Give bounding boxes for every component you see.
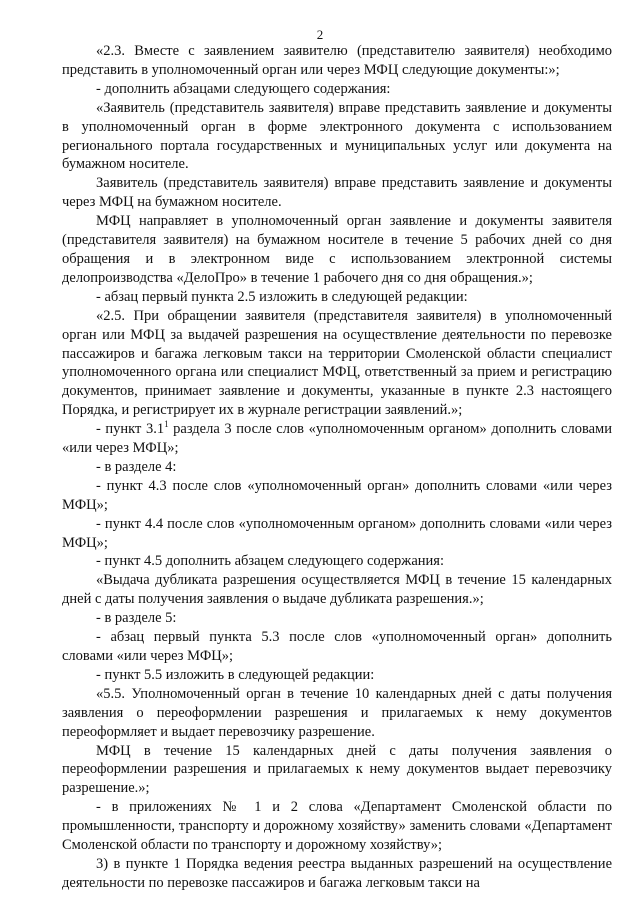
paragraph: «Выдача дубликата разрешения осуществляется МФЦ в течение 15 календарных дней с даты получения заявления о выдаче дубликата разрешения.»; [62, 572, 612, 608]
paragraph: - абзац первый пункта 2.5 изложить в следующей редакции: [96, 288, 468, 305]
paragraph: МФЦ в течение 15 календарных дней с даты получения заявления о переоформлении разрешения и прилагаемых к нему документов выдает перевозчику разрешение.»; [62, 742, 612, 797]
paragraph: «2.5. При обращении заявителя (представителя заявителя) в уполномоченный орган или МФЦ за выдачей разрешения на осуществление деятельности по перевозке пассажиров и багажа легковым такси на территории Смоленской области специалист уполномоченного органа или специалист МФЦ, ответственный за прием и регистрацию документов, принимает заявление и документы, указанные в пункте 2.3 настоящего Порядка, и регистрирует их в журнале регистрации заявлений.»; [62, 307, 612, 419]
paragraph: - пункт 4.3 после слов «уполномоченный орган» дополнить словами «или через МФЦ»; [62, 477, 612, 513]
paragraph: «5.5. Уполномоченный орган в течение 10 календарных дней с даты получения заявления о переоформлении разрешения и прилагаемых к нему документов переоформляет и выдает перевозчику разрешение. [62, 685, 612, 740]
paragraph: «Заявитель (представитель заявителя) вправе представить заявление и документы в уполномоченный орган в форме электронного документа с использованием регионального портала государственных и муниципальных услуг или документа на бумажном носителе. [62, 99, 612, 173]
paragraph: - абзац первый пункта 5.3 после слов «уполномоченный орган» дополнить словами «или через МФЦ»; [62, 629, 612, 664]
paragraph: МФЦ направляет в уполномоченный орган заявление и документы заявителя (представителя заявителя) на бумажном носителе в течение 5 рабочих дней со дня обращения и в электронном виде с использованием электронной системы делопроизводства «ДелоПро» в течение 1 рабочего дня со дня обращения.»; [62, 213, 612, 286]
paragraph: - в приложениях № 1 и 2 слова «Департамент Смоленской области по промышленности, транспорту и дорожному хозяйству» заменить словами «Департамент Смоленской области по транспорту и дорожному хозяйству»; [62, 799, 612, 854]
document-body [62, 42, 612, 893]
item-3-1-prefix: - пункт 3.1 [96, 421, 165, 438]
paragraph: «2.3. Вместе с заявлением заявителю (представителю заявителя) необходимо представить в уполномоченный орган или через МФЦ следующие документы:»; [62, 43, 612, 78]
paragraph: Заявитель (представитель заявителя) вправе представить заявление и документы через МФЦ на бумажном носителе. [62, 175, 612, 211]
paragraph: - дополнить абзацами следующего содержания: [96, 80, 391, 97]
item-3-1-superscript: 1 [164, 419, 169, 430]
paragraph: - пункт 5.5 изложить в следующей редакции: [96, 666, 375, 683]
item-3-1-suffix: раздела 3 после слов «уполномоченным органом» дополнить словами «или через МФЦ»; [62, 421, 612, 457]
paragraph: - в разделе 5: [96, 610, 177, 627]
paragraph: - пункт 4.5 дополнить абзацем следующего содержания: [96, 553, 444, 570]
paragraph: - пункт 4.4 после слов «уполномоченным органом» дополнить словами «или через МФЦ»; [62, 515, 612, 551]
paragraph-item-3-1 [62, 420, 612, 458]
page-number: 2 [316, 27, 324, 42]
paragraph: - в разделе 4: [96, 458, 177, 475]
paragraph: 3) в пункте 1 Порядка ведения реестра выданных разрешений на осуществление деятельности по перевозке пассажиров и багажа легковым такси на [62, 855, 612, 891]
